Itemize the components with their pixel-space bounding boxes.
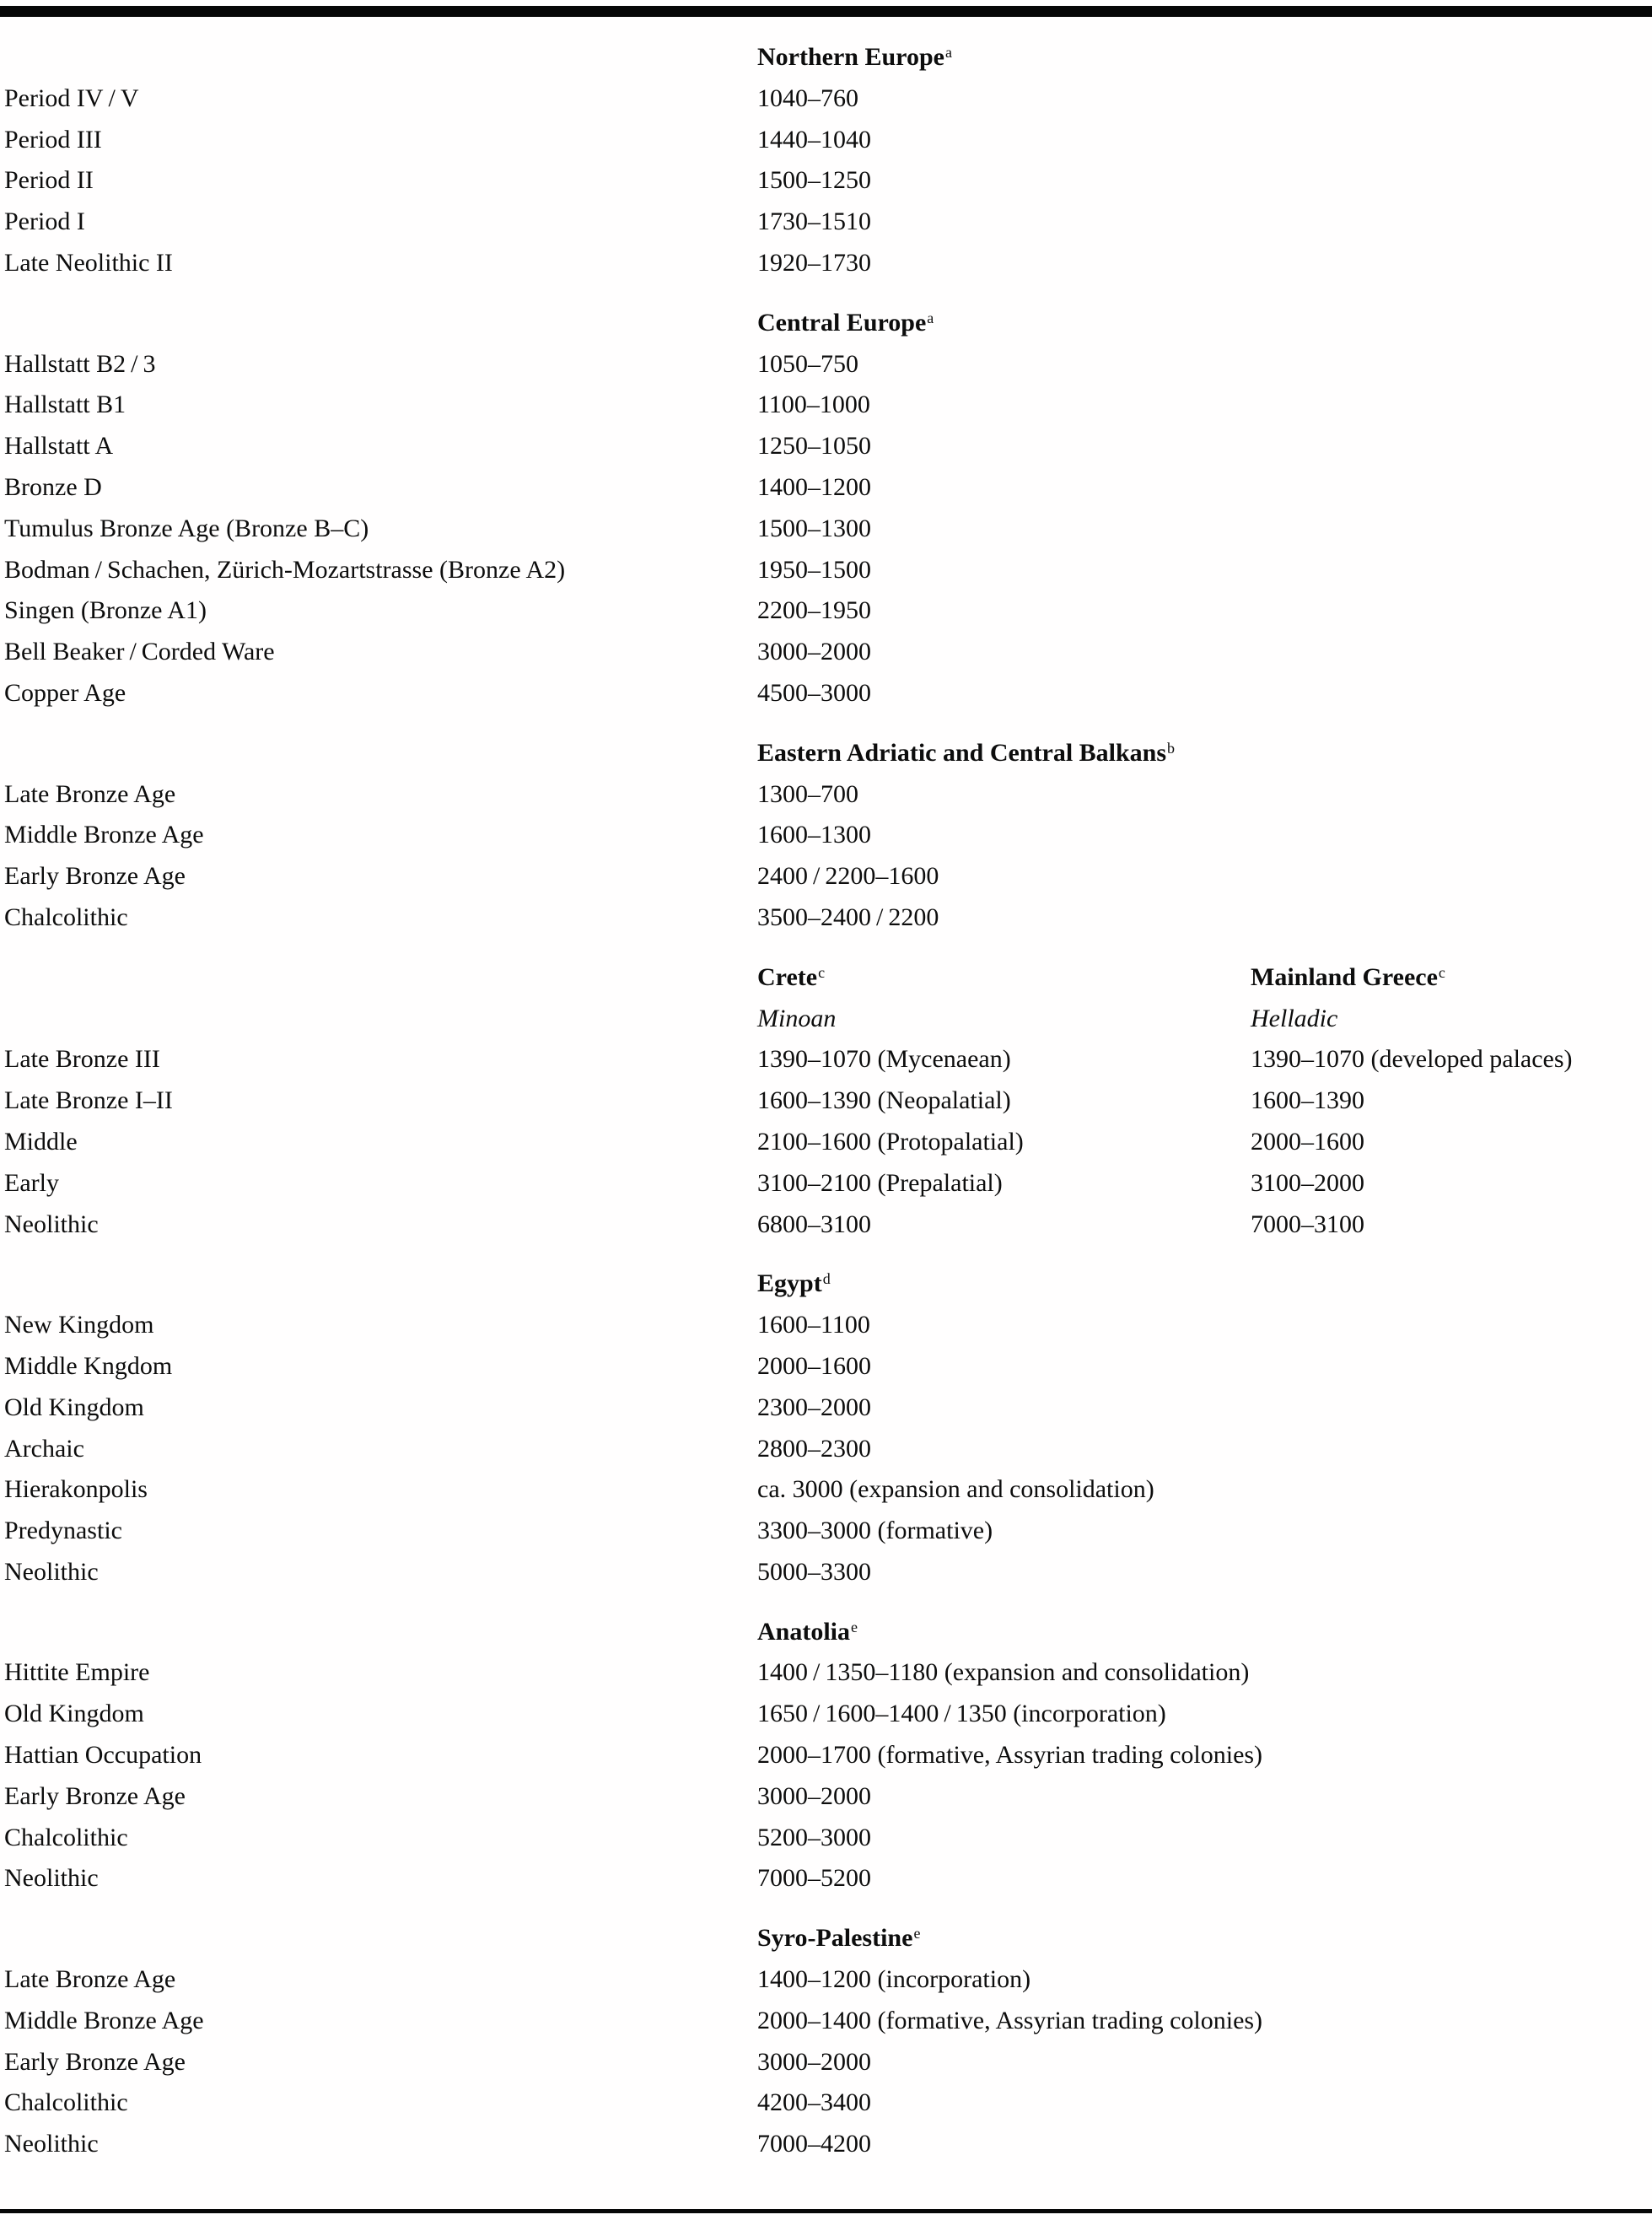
section-title-text: Crete	[757, 962, 818, 991]
table-row	[0, 160, 1652, 202]
table-row	[0, 815, 1652, 856]
row-value: 3000–2000	[757, 2047, 871, 2076]
section-egypt	[0, 1264, 1652, 1592]
footnote-marker: a	[927, 309, 934, 326]
row-value: 4500–3000	[757, 678, 871, 707]
table-row	[0, 1305, 1652, 1346]
table-row	[0, 1735, 1652, 1776]
row-label: Hallstatt B1	[4, 391, 126, 419]
section-anatolia	[0, 1612, 1652, 1900]
table-row	[0, 1122, 1652, 1163]
section-header-row	[0, 303, 1652, 344]
section-title-text: Syro-Palestine	[757, 1924, 913, 1953]
row-value: 1600–1300	[757, 821, 871, 849]
row-value: 1950–1500	[757, 555, 871, 584]
row-value: 2100–1600 (Protopalatial)	[757, 1127, 1024, 1156]
row-label: Bodman / Schachen, Zürich-Mozartstrasse (Bronze A2)	[4, 555, 566, 584]
table-row	[0, 1039, 1652, 1080]
table-row	[0, 2001, 1652, 2042]
section-title	[757, 957, 1251, 999]
table-row	[0, 1818, 1652, 1859]
table-row	[0, 202, 1652, 243]
row-label: Late Neolithic II	[4, 248, 173, 277]
table-row	[0, 1858, 1652, 1899]
row-value: 1730–1510	[757, 207, 871, 236]
section-header-row	[0, 1612, 1652, 1653]
row-value: 1300–700	[757, 779, 858, 808]
row-label: Hattian Occupation	[4, 1741, 202, 1770]
footnote-marker: d	[822, 1270, 831, 1288]
section-title	[757, 1918, 1652, 1959]
row-label: Bell Beaker / Corded Ware	[4, 638, 275, 666]
row-label: Old Kingdom	[4, 1700, 144, 1728]
table-row	[0, 1469, 1652, 1511]
subheader-row	[0, 999, 1652, 1040]
row-value: 5200–3000	[757, 1823, 871, 1851]
footnote-marker: e	[913, 1925, 921, 1942]
row-value: 7000–5200	[757, 1864, 871, 1893]
row-label: Neolithic	[4, 1864, 99, 1893]
table-row	[0, 2042, 1652, 2083]
row-label: Neolithic	[4, 1557, 99, 1586]
row-value: 1920–1730	[757, 248, 871, 277]
row-label: Chalcolithic	[4, 903, 128, 931]
section-title-text: Mainland Greece	[1251, 962, 1438, 991]
row-value: 1600–1100	[757, 1311, 870, 1339]
row-value: 1500–1300	[757, 514, 871, 542]
row-label: Hierakonpolis	[4, 1475, 148, 1504]
row-value: 2200–1950	[757, 596, 871, 625]
row-label: Middle	[4, 1127, 78, 1156]
section-title-text: Anatolia	[757, 1617, 851, 1646]
row-label: New Kingdom	[4, 1311, 154, 1339]
column-subheader: Minoan	[757, 1004, 837, 1032]
table-row	[0, 1511, 1652, 1552]
row-label: Bronze D	[4, 472, 102, 501]
table-top-rule	[0, 6, 1652, 17]
row-value: 7000–4200	[757, 2130, 871, 2158]
row-label: Period II	[4, 166, 94, 195]
table-row	[0, 2124, 1652, 2165]
row-label: Archaic	[4, 1434, 84, 1463]
row-value: 1500–1250	[757, 166, 871, 195]
row-label: Early	[4, 1168, 59, 1197]
section-syro-palestine	[0, 1918, 1652, 2165]
footnote-marker: c	[818, 963, 826, 981]
row-value: 2300–2000	[757, 1393, 871, 1421]
table-row	[0, 509, 1652, 550]
section-title-text: Central Europe	[757, 308, 927, 337]
table-bottom-rule	[0, 2209, 1652, 2213]
row-value-2: 1600–1390	[1251, 1086, 1364, 1115]
row-value: 1390–1070 (Mycenaean)	[757, 1045, 1011, 1074]
table-row	[0, 632, 1652, 673]
row-value-2: 3100–2000	[1251, 1168, 1364, 1197]
row-value: 1400 / 1350–1180 (expansion and consolidation)	[757, 1658, 1250, 1687]
table-row	[0, 774, 1652, 816]
row-label: Early Bronze Age	[4, 2047, 186, 2076]
row-label: Singen (Bronze A1)	[4, 596, 207, 625]
row-label: Chalcolithic	[4, 1823, 128, 1851]
section-header-row	[0, 733, 1652, 774]
row-value: 6800–3100	[757, 1210, 871, 1238]
section-title	[1251, 957, 1652, 999]
row-value: 1040–760	[757, 84, 858, 112]
section-crete-mainland-greece	[0, 957, 1652, 1246]
section-title	[757, 303, 1652, 344]
table-row	[0, 120, 1652, 161]
row-label: Neolithic	[4, 1210, 99, 1238]
footnote-marker: e	[851, 1618, 858, 1635]
table-row	[0, 1552, 1652, 1593]
table-row	[0, 243, 1652, 284]
section-title-text: Egypt	[757, 1269, 822, 1298]
row-value: 5000–3300	[757, 1557, 871, 1586]
row-label: Period IV / V	[4, 84, 139, 112]
row-value: 2000–1700 (formative, Assyrian trading colonies)	[757, 1741, 1263, 1770]
row-value: 1400–1200	[757, 472, 871, 501]
row-value: 2800–2300	[757, 1434, 871, 1463]
row-value: 3000–2000	[757, 1781, 871, 1810]
row-label: Early Bronze Age	[4, 862, 186, 891]
table-row	[0, 1429, 1652, 1470]
section-title	[757, 1612, 1652, 1653]
table-row	[0, 1080, 1652, 1122]
row-label: Middle Kngdom	[4, 1351, 173, 1380]
table-row	[0, 1694, 1652, 1735]
table-row	[0, 1959, 1652, 2001]
row-label: Chalcolithic	[4, 2088, 128, 2117]
section-central-europe	[0, 303, 1652, 714]
section-title	[757, 733, 1652, 774]
table-row	[0, 1163, 1652, 1204]
row-label: Late Bronze I–II	[4, 1086, 173, 1115]
row-label: Late Bronze Age	[4, 1965, 176, 1994]
row-label: Hallstatt A	[4, 432, 114, 461]
row-label: Middle Bronze Age	[4, 821, 204, 849]
table-row	[0, 78, 1652, 120]
section-header-row	[0, 957, 1652, 999]
table-row	[0, 1652, 1652, 1694]
row-label: Period I	[4, 207, 85, 236]
row-value: ca. 3000 (expansion and consolidation)	[757, 1475, 1154, 1504]
row-label: Middle Bronze Age	[4, 2006, 204, 2034]
table-row	[0, 1204, 1652, 1246]
table-row	[0, 1776, 1652, 1818]
section-title-text: Northern Europe	[757, 43, 944, 71]
row-value: 3000–2000	[757, 638, 871, 666]
row-value: 1050–750	[757, 349, 858, 378]
section-title	[757, 1264, 1652, 1305]
table-content	[0, 17, 1652, 2165]
table-row	[0, 550, 1652, 591]
row-value: 1400–1200 (incorporation)	[757, 1965, 1031, 1994]
section-northern-europe	[0, 37, 1652, 284]
row-value: 2000–1400 (formative, Assyrian trading colonies)	[757, 2006, 1263, 2034]
table-row	[0, 467, 1652, 509]
row-label: Copper Age	[4, 678, 126, 707]
row-label: Hallstatt B2 / 3	[4, 349, 156, 378]
row-label: Early Bronze Age	[4, 1781, 186, 1810]
row-value: 1600–1390 (Neopalatial)	[757, 1086, 1011, 1115]
row-value: 3300–3000 (formative)	[757, 1517, 993, 1545]
footnote-marker: c	[1438, 963, 1445, 981]
section-header-row	[0, 1264, 1652, 1305]
column-subheader: Helladic	[1251, 1004, 1338, 1032]
footnote-marker: a	[944, 44, 952, 61]
section-header-row	[0, 37, 1652, 78]
row-value: 1440–1040	[757, 125, 871, 154]
row-value: 1650 / 1600–1400 / 1350 (incorporation)	[757, 1700, 1166, 1728]
table-row	[0, 897, 1652, 939]
row-value: 1100–1000	[757, 391, 870, 419]
row-value: 1250–1050	[757, 432, 871, 461]
table-row	[0, 2083, 1652, 2124]
table-row	[0, 673, 1652, 714]
row-value: 2000–1600	[757, 1351, 871, 1380]
table-row	[0, 1346, 1652, 1388]
section-header-row	[0, 1918, 1652, 1959]
table-row	[0, 1388, 1652, 1429]
row-value-2: 7000–3100	[1251, 1210, 1364, 1238]
table-row	[0, 856, 1652, 897]
row-label: Old Kingdom	[4, 1393, 144, 1421]
row-value: 3100–2100 (Prepalatial)	[757, 1168, 1003, 1197]
row-value: 2400 / 2200–1600	[757, 862, 939, 891]
row-label: Late Bronze III	[4, 1045, 160, 1074]
row-label: Neolithic	[4, 2130, 99, 2158]
row-value: 3500–2400 / 2200	[757, 903, 939, 931]
row-label: Period III	[4, 125, 102, 154]
row-label: Predynastic	[4, 1517, 122, 1545]
row-label: Tumulus Bronze Age (Bronze B–C)	[4, 514, 369, 542]
row-value-2: 2000–1600	[1251, 1127, 1364, 1156]
table-row	[0, 385, 1652, 426]
row-label: Hittite Empire	[4, 1658, 150, 1687]
section-title	[757, 37, 1652, 78]
footnote-marker: b	[1167, 739, 1176, 757]
row-label: Late Bronze Age	[4, 779, 176, 808]
table-row	[0, 426, 1652, 467]
table-row	[0, 344, 1652, 385]
section-title-text: Eastern Adriatic and Central Balkans	[757, 738, 1167, 767]
table-row	[0, 590, 1652, 632]
row-value-2: 1390–1070 (developed palaces)	[1251, 1045, 1573, 1074]
row-value: 4200–3400	[757, 2088, 871, 2117]
section-eastern-adriatic-central-balkans	[0, 733, 1652, 939]
